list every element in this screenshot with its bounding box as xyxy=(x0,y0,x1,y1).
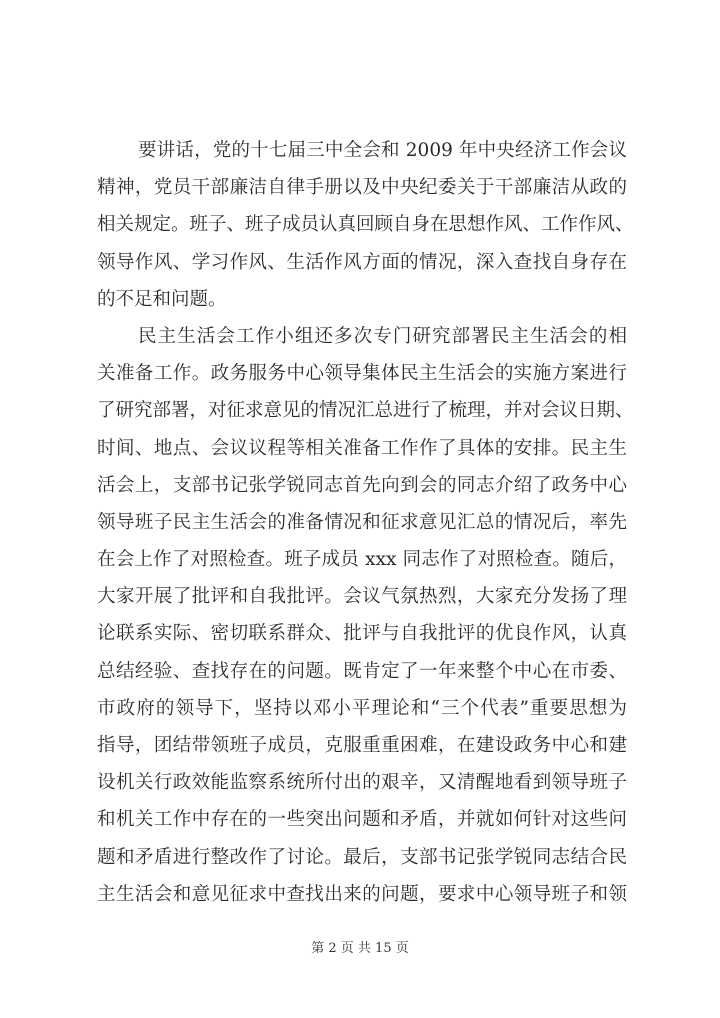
text-line: 在会上作了对照检查。班子成员 xxx 同志作了对照检查。随后， xyxy=(97,549,627,571)
text-line: 大家开展了批评和自我批评。会议气氛热烈，大家充分发扬了理 xyxy=(97,586,627,608)
text-line: 设机关行政效能监察系统所付出的艰辛，又清醒地看到领导班子 xyxy=(97,772,627,794)
text-line: 时间、地点、会议议程等相关准备工作作了具体的安排。民主生 xyxy=(97,437,627,459)
text-line: 市政府的领导下，坚持以邓小平理论和“三个代表”重要思想为 xyxy=(97,697,627,719)
document-body xyxy=(97,132,634,913)
text-line: 民主生活会工作小组还多次专门研究部署民主生活会的相 xyxy=(138,325,627,347)
text-line: 要讲话，党的十七届三中全会和 2009 年中央经济工作会议 xyxy=(138,140,627,161)
text-line: 领导作风、学习作风、生活作风方面的情况，深入查找自身存在 xyxy=(97,251,627,273)
text-line: 主生活会和意见征求中查找出来的问题，要求中心领导班子和领 xyxy=(97,883,627,905)
text-line: 领导班子民主生活会的准备情况和征求意见汇总的情况后，率先 xyxy=(97,511,627,533)
text-line: 指导，团结带领班子成员，克服重重困难，在建设政务中心和建 xyxy=(97,735,627,756)
text-line: 和机关工作中存在的一些突出问题和矛盾，并就如何针对这些问 xyxy=(97,809,627,831)
text-line: 精神，党员干部廉洁自律手册以及中央纪委关于干部廉洁从政的 xyxy=(97,177,627,199)
text-line: 的不足和问题。 xyxy=(97,288,227,310)
text-line: 论联系实际、密切联系群众、批评与自我批评的优良作风，认真 xyxy=(97,623,627,645)
text-line: 总结经验、查找存在的问题。既肯定了一年来整个中心在市委、 xyxy=(97,660,627,682)
text-line: 了研究部署，对征求意见的情况汇总进行了梳理，并对会议日期、 xyxy=(97,400,634,422)
text-line: 关准备工作。政务服务中心领导集体民主生活会的实施方案进行 xyxy=(97,363,627,385)
text-line: 活会上，支部书记张学锐同志首先向到会的同志介绍了政务中心 xyxy=(97,474,627,496)
text-line: 题和矛盾进行整改作了讨论。最后，支部书记张学锐同志结合民 xyxy=(97,846,627,868)
page-number-footer: 第 2 页 共 15 页 xyxy=(311,941,409,956)
text-line: 相关规定。班子、班子成员认真回顾自身在思想作风、工作作风、 xyxy=(97,214,634,236)
